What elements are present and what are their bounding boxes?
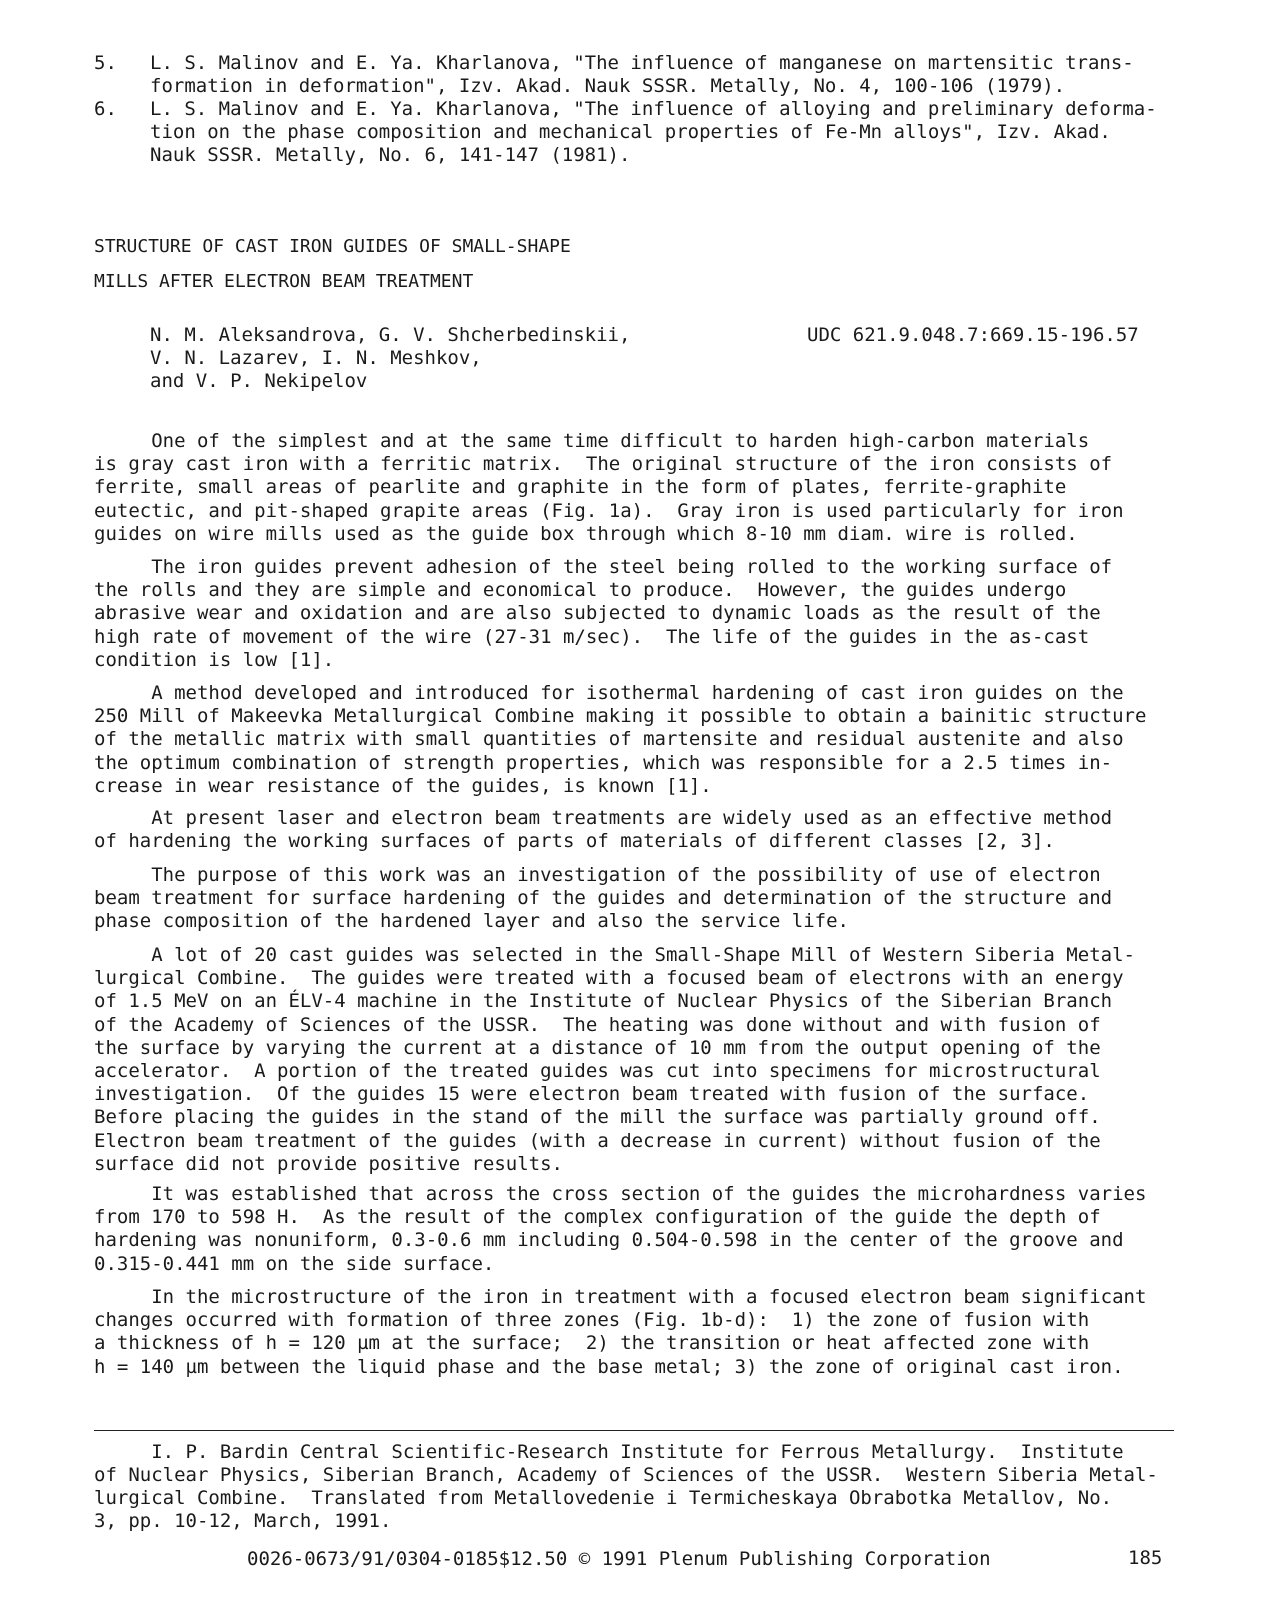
reference-5-line-1: L. S. Malinov and E. Ya. Kharlanova, "The influence of manganese on martensitic trans- bbox=[150, 52, 1134, 74]
paragraph-3: A method developed and introduced for isothermal hardening of cast iron guides on the 250 Mill of Makeevka Metallurgical Combine making it possible to obtain a bainitic structure of the metallic matrix with small quantities of martensite and residual austenite and also the optimum combination of strength properties, which was responsible for a 2.5 times in- crease in wear resistance of the guides, is known [1]. bbox=[94, 682, 1147, 797]
paragraph-2: The iron guides prevent adhesion of the steel being rolled to the working surface of the rolls and they are simple and economical to produce. However, the guides undergo abrasive wear and oxidation and are also subjected to dynamic loads as the result of the high rate of movement of the wire (27-31 m/sec). The life of the guides in the as-cast condition is low [1]. bbox=[94, 556, 1113, 671]
paragraph-6: A lot of 20 cast guides was selected in the Small-Shape Mill of Western Siberia Metal- lurgical Combine. The guides were treated with a focused beam of electrons with an energy of 1.5 MeV on an ÉLV-4 machine in the Institute of Nuclear Physics of the Siberian Branch of the Academy of Sciences of the USSR. The heating was done without and with fusion of the surface by varying the current at a distance of 10 mm from the output opening of the accelerator. A portion of the treated guides was cut into specimens for microstructural investigation. Of the guides 15 were electron beam treated with fusion of the surface. Before placing the guides in the stand of the mill the surface was partially ground off. Electron beam treatment of the guides (with a decrease in current) without fusion of the surface did not provide positive results. bbox=[94, 944, 1135, 1175]
reference-6-line-3: Nauk SSSR. Metally, No. 6, 141-147 (1981). bbox=[150, 144, 631, 166]
page-number: 185 bbox=[1128, 1547, 1163, 1569]
paragraph-5: The purpose of this work was an investigation of the possibility of use of electron beam treatment for surface hardening of the guides and determination of the structure and phase composition of the hardened layer and also the service life. bbox=[94, 864, 1113, 933]
affiliation-footnote: I. P. Bardin Central Scientific-Research Institute for Ferrous Metallurgy. Institute of Nuclear Physics, Siberian Branch, Academy of Sciences of the USSR. Western Siberia Metal- lurgical Combine. Translated from Metallovedenie i Termicheskaya Obrabotka Metallov, No. 3, pp. 10-12, March, 1991. bbox=[94, 1441, 1158, 1532]
copyright-line: 0026-0673/91/0304-0185$12.50 © 1991 Plenum Publishing Corporation bbox=[247, 1548, 991, 1570]
paragraph-7: It was established that across the cross section of the guides the microhardness varies from 170 to 598 H. As the result of the complex configuration of the guide the depth of hardening was nonuniform, 0.3-0.6 mm including 0.504-0.598 in the center of the groove and 0.315-0.441 mm on the side surface. bbox=[94, 1183, 1147, 1275]
article-title-line-2: MILLS AFTER ELECTRON BEAM TREATMENT bbox=[94, 271, 474, 292]
reference-6-line-1: L. S. Malinov and E. Ya. Kharlanova, "The influence of alloying and preliminary deforma- bbox=[150, 98, 1157, 120]
paragraph-8: In the microstructure of the iron in treatment with a focused electron beam significant changes occurred with formation of three zones (Fig. 1b-d): 1) the zone of fusion with a thickness of h = 120 µm at the surface; 2) the transition or heat affected zone with h = 140 µm between the liquid phase and the base metal; 3) the zone of original cast iron. bbox=[94, 1286, 1147, 1378]
footnote-divider bbox=[94, 1430, 1174, 1431]
article-authors: N. M. Aleksandrova, G. V. Shcherbedinskii, V. N. Lazarev, I. N. Meshkov, and V. P. Nekipelov bbox=[150, 324, 631, 392]
article-title-line-1: STRUCTURE OF CAST IRON GUIDES OF SMALL-SHAPE bbox=[94, 236, 571, 257]
paragraph-4: At present laser and electron beam treatments are widely used as an effective method of hardening the working surfaces of parts of materials of different classes [2, 3]. bbox=[94, 807, 1113, 853]
reference-5-line-2: formation in deformation", Izv. Akad. Nauk SSSR. Metally, No. 4, 100-106 (1979). bbox=[150, 75, 1066, 97]
reference-6-line-2: tion on the phase composition and mechanical properties of Fe-Mn alloys", Izv. Akad. bbox=[150, 121, 1111, 143]
reference-6-number: 6. bbox=[94, 98, 117, 120]
paragraph-1: One of the simplest and at the same time difficult to harden high-carbon materials is gray cast iron with a ferritic matrix. The original structure of the iron consists of ferrite, small areas of pearlite and graphite in the form of plates, ferrite-graphite eutectic, and pit-shaped grapite areas (Fig. 1a). Gray iron is used particularly for iron guides on wire mills used as the guide box through which 8-10 mm diam. wire is rolled. bbox=[94, 430, 1124, 545]
udc-code: UDC 621.9.048.7:669.15-196.57 bbox=[807, 324, 1139, 346]
reference-5-number: 5. bbox=[94, 52, 117, 74]
